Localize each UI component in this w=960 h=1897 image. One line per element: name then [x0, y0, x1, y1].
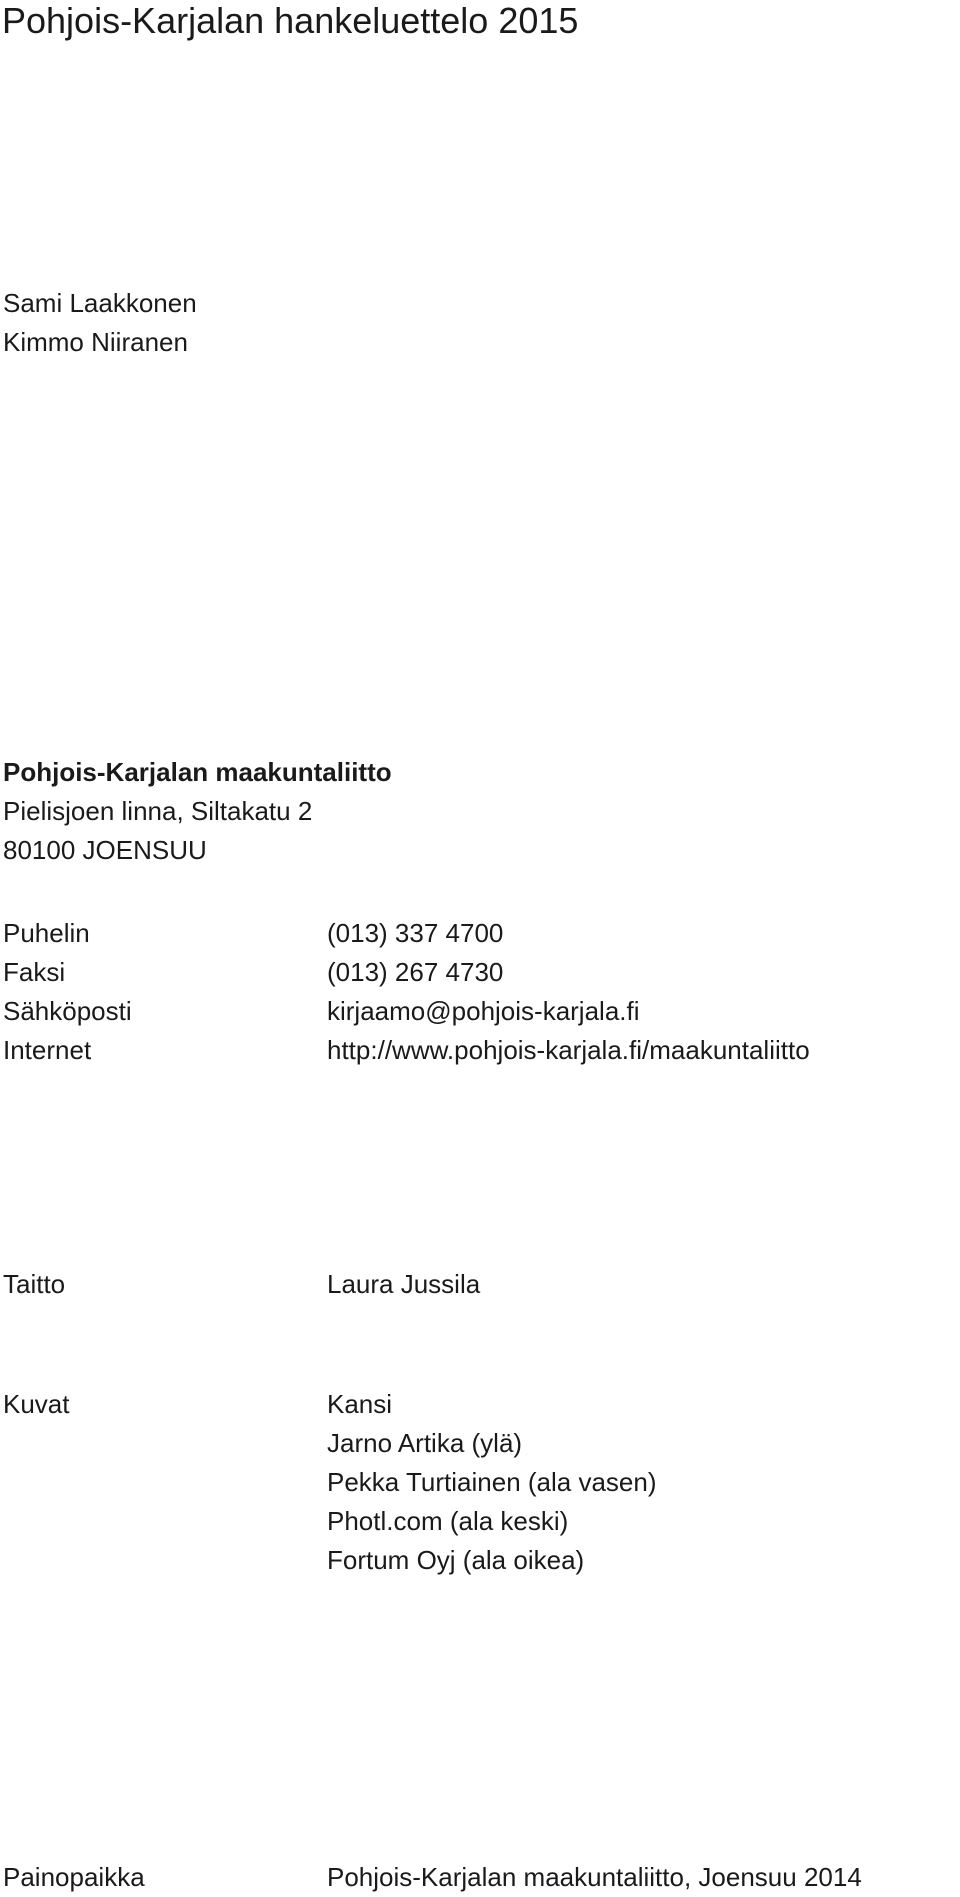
organization-name: Pohjois-Karjalan maakuntaliitto [3, 757, 392, 787]
document-title: Pohjois-Karjalan hankeluettelo 2015 [2, 0, 579, 41]
credit-label: Taitto [3, 1269, 66, 1299]
contact-row-internet [3, 1031, 953, 1070]
organization-address-line1: Pielisjoen linna, Siltakatu 2 [3, 796, 313, 826]
website-link[interactable]: http://www.pohjois-karjala.fi/maakuntaliitto [327, 1035, 810, 1065]
contact-label: Puhelin [3, 918, 90, 948]
contact-label: Sähköposti [3, 996, 132, 1026]
photo-credit-line: Fortum Oyj (ala oikea) [327, 1545, 585, 1575]
print-place-label: Painopaikka [3, 1862, 145, 1892]
photo-credit-line: Jarno Artika (ylä) [327, 1428, 523, 1458]
authors-block [3, 284, 197, 362]
contact-value: (013) 267 4730 [327, 957, 504, 987]
contact-row-email [3, 992, 953, 1031]
author-name: Kimmo Niiranen [3, 327, 188, 357]
contact-row-fax [3, 953, 953, 992]
email-link[interactable]: kirjaamo@pohjois-karjala.fi [327, 996, 640, 1026]
photo-credit-line: Kansi [327, 1389, 393, 1419]
credit-value: Laura Jussila [327, 1269, 481, 1299]
credit-label: Kuvat [3, 1389, 70, 1419]
organization-address-line2: 80100 JOENSUU [3, 835, 207, 865]
print-place-value: Pohjois-Karjalan maakuntaliitto, Joensuu 2014 [327, 1862, 862, 1892]
photo-credit-line: Photl.com (ala keski) [327, 1506, 569, 1536]
contact-label: Internet [3, 1035, 92, 1065]
contact-row-phone [3, 914, 953, 953]
contact-label: Faksi [3, 957, 66, 987]
author-name: Sami Laakkonen [3, 288, 197, 318]
photo-credit-line: Pekka Turtiainen (ala vasen) [327, 1467, 657, 1497]
contact-value: (013) 337 4700 [327, 918, 504, 948]
organization-block [3, 753, 392, 870]
contact-list [3, 914, 953, 1070]
